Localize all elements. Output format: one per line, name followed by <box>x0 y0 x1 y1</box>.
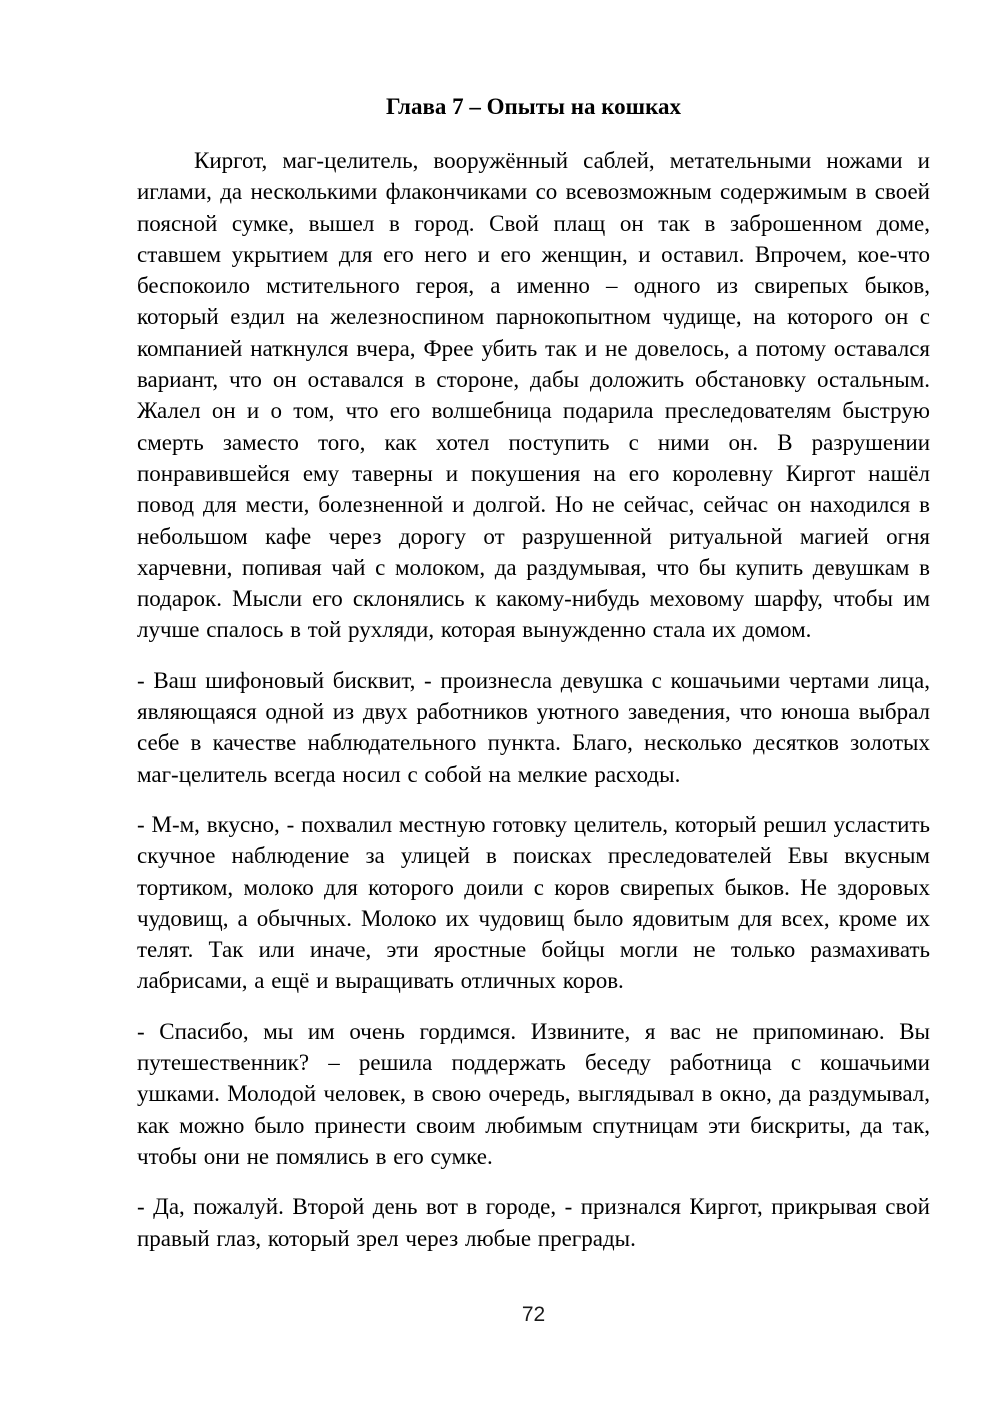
paragraph-dialogue-1: - Ваш шифоновый бисквит, - произнесла девушка с кошачьими чертами лица, являющаяся одной из двух работников уютного заведения, что юноша выбрал себе в качестве наблюдательного пункта. Благо, несколько десятков золотых маг-целитель всегда носил с собой на мелкие расходы. <box>137 667 930 787</box>
chapter-title: Глава 7 – Опыты на кошках <box>386 94 681 119</box>
paragraph-dialogue-4: - Да, пожалуй. Второй день вот в городе, - признался Киргот, прикрывая свой правый глаз, который зрел через любые преграды. <box>137 1194 930 1251</box>
document-content <box>137 91 930 1273</box>
paragraph-dialogue-2: - М-м, вкусно, - похвалил местную готовку целитель, который решил усластить скучное наблюдение за улицей в поисках преследователей Евы вкусным тортиком, молоко для которого доили с коров свирепых быков. Не здоровых чудовищ, а обычных. Молоко их чудовищ было ядовитым для всех, кроме их телят. Так или иначе, эти яростные бойцы могли не только размахивать лабрисами, а ещё и выращивать отличных коров. <box>137 811 930 994</box>
paragraph-dialogue-3: - Спасибо, мы им очень гордимся. Извините, я вас не припоминаю. Вы путешественник? – решила поддержать беседу работница с кошачьими ушками. Молодой человек, в свою очередь, выглядывал в окно, да раздумывал, как можно было принести своим любимым спутницам эти бискриты, да так, чтобы они не помялись в его сумке. <box>137 1018 930 1169</box>
paragraph-narration-1: Киргот, маг-целитель, вооружённый саблей, метательными ножами и иглами, да несколькими флакончиками со всевозможным содержимым в своей поясной сумке, вышел в город. Свой плащ он так в заброшенном доме, ставшем укрытием для его него и его женщин, и оставил. Впрочем, кое-что беспокоило мстительного героя, а именно – одного из свирепых быков, который ездил на железноспином парнокопытном чудище, на которого он с компанией наткнулся вчера, Фрее убить так и не довелось, а потому оставался вариант, что он оставался в стороне, дабы доложить обстановку остальным. Жалел он и о том, что его волшебница подарила преследователям быструю смерть заместо того, как хотел поступить с ними он. В разрушении понравившейся ему таверны и покушения на его королевну Киргот нашёл повод для мести, болезненной и долгой. Но не сейчас, сейчас он находился в небольшом кафе через дорогу от разрушенной ритуальной магией огня харчевни, попивая чай с молоком, да раздумывая, что бы купить девушкам в подарок. Мысли его склонялись к какому-нибудь меховому шарфу, чтобы им лучше спалось в той рухляди, которая вынужденно стала их домом. <box>137 148 930 643</box>
page-number: 72 <box>521 1303 546 1326</box>
